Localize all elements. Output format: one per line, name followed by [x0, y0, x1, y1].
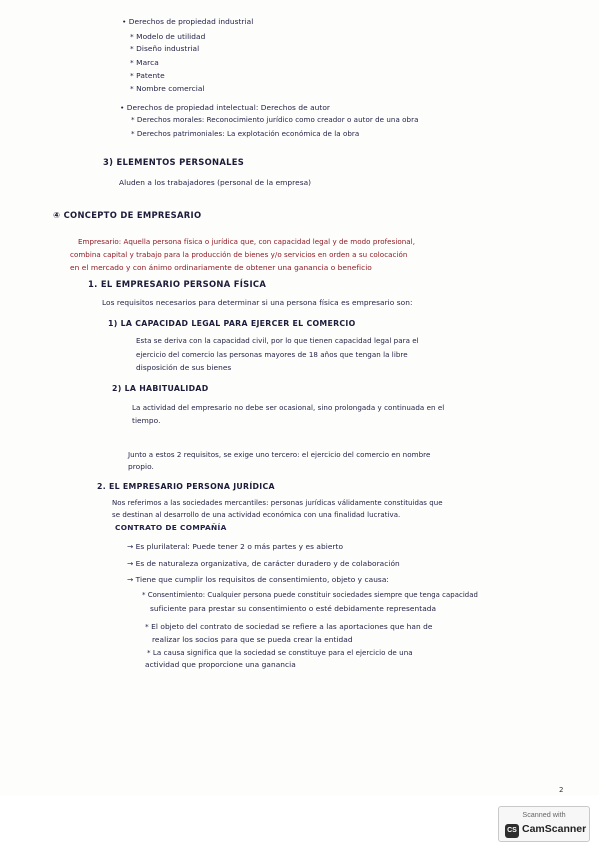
- industrial-item: * Modelo de utilidad: [130, 32, 206, 41]
- paragraph-line: Nos referimos a las sociedades mercantiles: personas jurídicas válidamente constituidas que: [112, 499, 443, 507]
- requirement-line: realizar los socios para que se pueda crear la entidad: [152, 635, 353, 644]
- contract-item: → Es de naturaleza organizativa, de carácter duradero y de colaboración: [127, 559, 400, 568]
- paragraph-line: Junto a estos 2 requisitos, se exige uno tercero: el ejercicio del comercio en nombre: [128, 450, 431, 459]
- paragraph-line: Esta se deriva con la capacidad civil, por lo que tienen capacidad legal para el: [136, 336, 419, 345]
- industrial-rights-heading: • Derechos de propiedad industrial: [122, 17, 254, 26]
- subsection-heading: 1. EL EMPRESARIO PERSONA FÍSICA: [88, 279, 267, 289]
- section-heading: ④ CONCEPTO DE EMPRESARIO: [53, 210, 202, 220]
- subsection-heading: 2. EL EMPRESARIO PERSONA JURÍDICA: [97, 482, 275, 491]
- requirement-heading: 2) LA HABITUALIDAD: [112, 384, 209, 393]
- scanned-with-caption: Scanned with: [522, 810, 566, 819]
- paragraph-line: tiempo.: [132, 416, 161, 425]
- industrial-item: * Patente: [130, 71, 165, 80]
- intellectual-item: * Derechos patrimoniales: La explotación económica de la obra: [131, 129, 360, 138]
- camscanner-brand: CamScanner: [522, 823, 587, 835]
- paragraph-line: La actividad del empresario no debe ser ocasional, sino prolongada y continuada en el: [132, 403, 445, 412]
- camscanner-badge: [498, 806, 590, 842]
- paragraph-line: Los requisitos necesarios para determinar si una persona física es empresario son:: [102, 298, 413, 307]
- requirement-line: * El objeto del contrato de sociedad se refiere a las aportaciones que han de: [145, 622, 433, 631]
- contract-item: → Es plurilateral: Puede tener 2 o más partes y es abierto: [127, 542, 344, 551]
- contract-item: → Tiene que cumplir los requisitos de consentimiento, objeto y causa:: [127, 575, 389, 584]
- intellectual-rights-heading: • Derechos de propiedad intelectual: Derechos de autor: [120, 103, 331, 112]
- paragraph-line: Aluden a los trabajadores (personal de la empresa): [119, 178, 312, 187]
- requirement-line: * La causa significa que la sociedad se constituye para el ejercicio de una: [147, 648, 413, 657]
- section-heading: 3) ELEMENTOS PERSONALES: [103, 157, 245, 167]
- industrial-item: * Nombre comercial: [130, 84, 205, 93]
- definition-line: combina capital y trabajo para la producción de bienes y/o servicios en orden a su colocación: [70, 250, 408, 259]
- industrial-item: * Diseño industrial: [130, 44, 200, 53]
- requirement-line: * Consentimiento: Cualquier persona puede constituir sociedades siempre que tenga capacidad: [142, 591, 478, 599]
- intellectual-item: * Derechos morales: Reconocimiento jurídico como creador o autor de una obra: [131, 115, 419, 124]
- paragraph-line: propio.: [128, 462, 154, 471]
- requirement-heading: 1) LA CAPACIDAD LEGAL PARA EJERCER EL COMERCIO: [108, 319, 356, 328]
- industrial-item: * Marca: [130, 58, 159, 67]
- camscanner-logo-icon: CS: [505, 824, 519, 838]
- definition-line: Empresario: Aquella persona física o jurídica que, con capacidad legal y de modo profesional,: [78, 237, 416, 246]
- paragraph-line: ejercicio del comercio las personas mayores de 18 años que tengan la libre: [136, 350, 408, 359]
- paragraph-line: se destinan al desarrollo de una actividad económica con una finalidad lucrativa.: [112, 511, 401, 519]
- definition-line: en el mercado y con ánimo ordinariamente de obtener una ganancia o beneficio: [70, 263, 372, 272]
- contract-heading: CONTRATO DE COMPAÑÍA: [115, 523, 227, 532]
- paragraph-line: disposición de sus bienes: [136, 363, 232, 372]
- requirement-line: suficiente para prestar su consentimiento o esté debidamente representada: [150, 604, 437, 613]
- page-mark: 2: [559, 786, 564, 794]
- requirement-line: actividad que proporcione una ganancia: [145, 660, 296, 669]
